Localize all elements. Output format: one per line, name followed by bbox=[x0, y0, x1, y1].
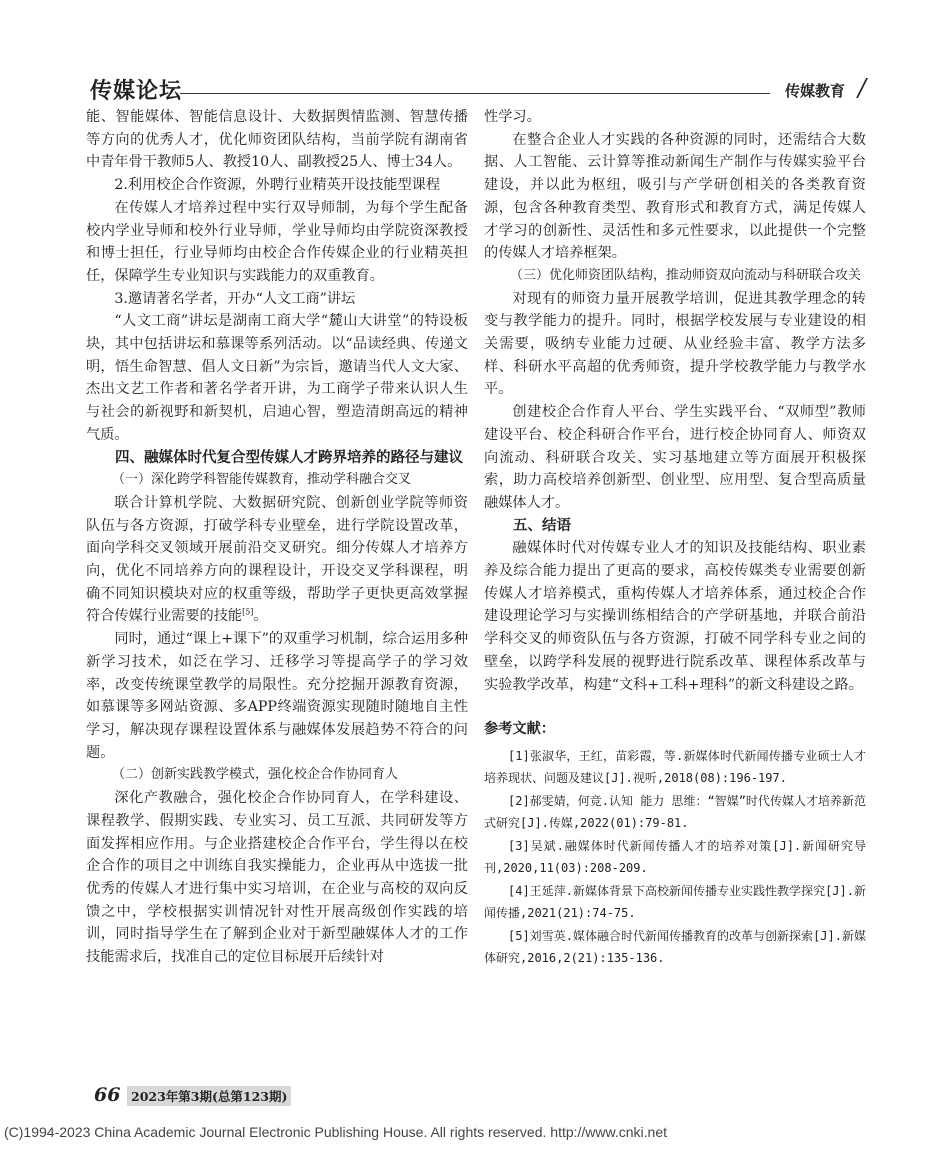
body-paragraph: 同时，通过“课上+课下”的双重学习机制，综合运用多种新学习技术，如泛在学习、迁移学习等提高学子的学习效率，改变传统课堂教学的局限性。充分挖掘开源教育资源，如慕课等多网站资源、多APP终端资源实现随时随地自主性学习，解决现存课程设置体系与融媒体发展趋势不符合的问题。 bbox=[86, 631, 468, 761]
section-label: 传媒教育 bbox=[785, 82, 846, 100]
body-paragraph: “人文工商”讲坛是湖南工商大学“麓山大讲堂”的特设板块，其中包括讲坛和慕课等系列活动。以“品读经典、传递文明，悟生命智慧、倡人文日新”为宗旨，邀请当代人文大家、杰出文艺工作者和著名学者开讲，为工商学子带来认识人生与社会的新视野和新契机，启迪心智，塑造清朗高远的精神气质。 bbox=[86, 313, 468, 443]
body-paragraph bbox=[86, 492, 468, 628]
reference-item: [2]郝雯婧，何竞.认知 能力 思维：“智媒”时代传媒人才培养新范式研究[J].传媒,2022(01):79-81. bbox=[484, 793, 866, 831]
section-heading: 五、结语 bbox=[513, 516, 571, 534]
left-column bbox=[86, 106, 468, 969]
reference-item: [1]张淑华，王红，苗彩霞，等.新媒体时代新闻传播专业硕士人才培养现状、问题及建议[J].视听,2018(08):196-197. bbox=[484, 748, 866, 786]
references-heading: 参考文献： bbox=[484, 721, 555, 738]
subsection-heading: （一）深化跨学科智能传媒教育，推动学科融合交叉 bbox=[112, 472, 412, 488]
paragraph-end: 。 bbox=[253, 608, 268, 625]
body-paragraph: 深化产教融合，强化校企合作协同育人，在学科建设、课程教学、假期实践、专业实习、员工互派、共同研发等方面发挥相应作用。与企业搭建校企合作平台，学生得以在校企合作的项目之中训练自我实操能力，企业再从中选拔一批优秀的传媒人才进行集中实习培训，在企业与高校的双向反馈之中，学校根据实训情况针对性开展高级创作实践的培训，同时指导学生在了解到企业对于新型融媒体人才的工作技能需求后，找准自己的定位目标展开后续针对 bbox=[86, 790, 468, 966]
body-paragraph: 对现有的师资力量开展教学培训，促进其教学理念的转变与教学能力的提升。同时，根据学校发展与专业建设的相关需要，吸纳专业能力过硬、从业经验丰富、教学方法多样、科研水平高超的优秀师资，提升学校教学能力与教学水平。 bbox=[484, 290, 866, 398]
body-paragraph: 能、智能媒体、智能信息设计、大数据舆情监测、智慧传播等方向的优秀人才，优化师资团队结构，当前学院有湖南省中青年骨干教师5人、教授10人、副教授25人、博士34人。 bbox=[86, 109, 468, 171]
copyright-notice: (C)1994-2023 China Academic Journal Electronic Publishing House. All rights reserved. http://www.cnki.net bbox=[4, 1124, 667, 1140]
body-paragraph: 在传媒人才培养过程中实行双导师制，为每个学生配备校内学业导师和校外行业导师，学业导师均由学院资深教授和博士担任，行业导师均由校企合作传媒企业的行业精英担任，保障学生专业知识与实践能力的双重教育。 bbox=[86, 199, 468, 284]
reference-item: [4]王延萍.新媒体背景下高校新闻传播专业实践性教学探究[J].新闻传播,2021(21):74-75. bbox=[484, 883, 866, 921]
issue-label: 2023年第3期(总第123期) bbox=[127, 1086, 291, 1106]
journal-title: 传媒论坛 bbox=[90, 78, 183, 104]
section-heading: 四、融媒体时代复合型传媒人才跨界培养的路径与建议 bbox=[115, 448, 463, 466]
subsection-heading: （二）创新实践教学模式，强化校企合作协同育人 bbox=[112, 767, 399, 783]
header-divider bbox=[180, 93, 770, 94]
subsection-heading: （三）优化师资团队结构，推动师资双向流动与科研联合攻关 bbox=[510, 267, 862, 283]
sub-heading: 3.邀请著名学者，开办“人文工商”讲坛 bbox=[114, 290, 356, 307]
body-paragraph: 创建校企合作育人平台、学生实践平台、“双师型”教师建设平台、校企科研合作平台，进行校企协同育人、师资双向流动、科研联合攻关、实习基地建立等方面展开积极探索，助力高校培养创新型、创业型、应用型、复合型高质量融媒体人才。 bbox=[484, 404, 866, 511]
body-paragraph: 性学习。 bbox=[484, 109, 541, 125]
section-slash: / bbox=[858, 74, 867, 102]
reference-item: [5]刘雪英.媒体融合时代新闻传播教育的改革与创新探索[J].新媒体研究,2016,2(21):135-136. bbox=[484, 928, 866, 966]
sub-heading: 2.利用校企合作资源，外聘行业精英开设技能型课程 bbox=[114, 177, 441, 194]
reference-item: [3]吴斌.融媒体时代新闻传播人才的培养对策[J].新闻研究导刊,2020,11(03):208-209. bbox=[484, 838, 866, 876]
right-column bbox=[484, 106, 866, 970]
body-paragraph: 在整合企业人才实践的各种资源的同时，还需结合大数据、人工智能、云计算等推动新闻生产制作与传媒实验平台建设，并以此为枢纽，吸引与产学研创相关的各类教育资源，包含各种教育类型、教育形式和教育方式，满足传媒人才学习的创新性、灵活性和多元性要求，以此提供一个完整的传媒人才培养框架。 bbox=[484, 131, 866, 262]
page-number: 66 bbox=[94, 1084, 121, 1106]
paragraph-text: 联合计算机学院、大数据研究院、创新创业学院等师资队伍与各方资源，打破学科专业壁垒，进行学院设置改革，面向学科交叉领域开展前沿交叉研究。细分传媒人才培养方向，优化不同培养方向的课程设计，开设交叉学科课程，明确不同知识模块对应的权重等级，帮助学子更快更高效掌握符合传媒行业需要的技能 bbox=[86, 494, 468, 625]
citation-marker[interactable]: [5] bbox=[242, 607, 254, 617]
body-paragraph: 融媒体时代对传媒专业人才的知识及技能结构、职业素养及综合能力提出了更高的要求，高校传媒类专业需要创新传媒人才培养模式，重构传媒人才培养体系，通过校企合作建设理论学习与实操训练相结合的产学研基地，并联合前沿学科交叉的师资队伍与各方资源，打破不同学科专业之间的壁垒，以跨学科发展的视野进行院系改革、课程体系改革与实验教学改革，构建“文科+工科+理科”的新文科建设之路。 bbox=[484, 540, 866, 693]
